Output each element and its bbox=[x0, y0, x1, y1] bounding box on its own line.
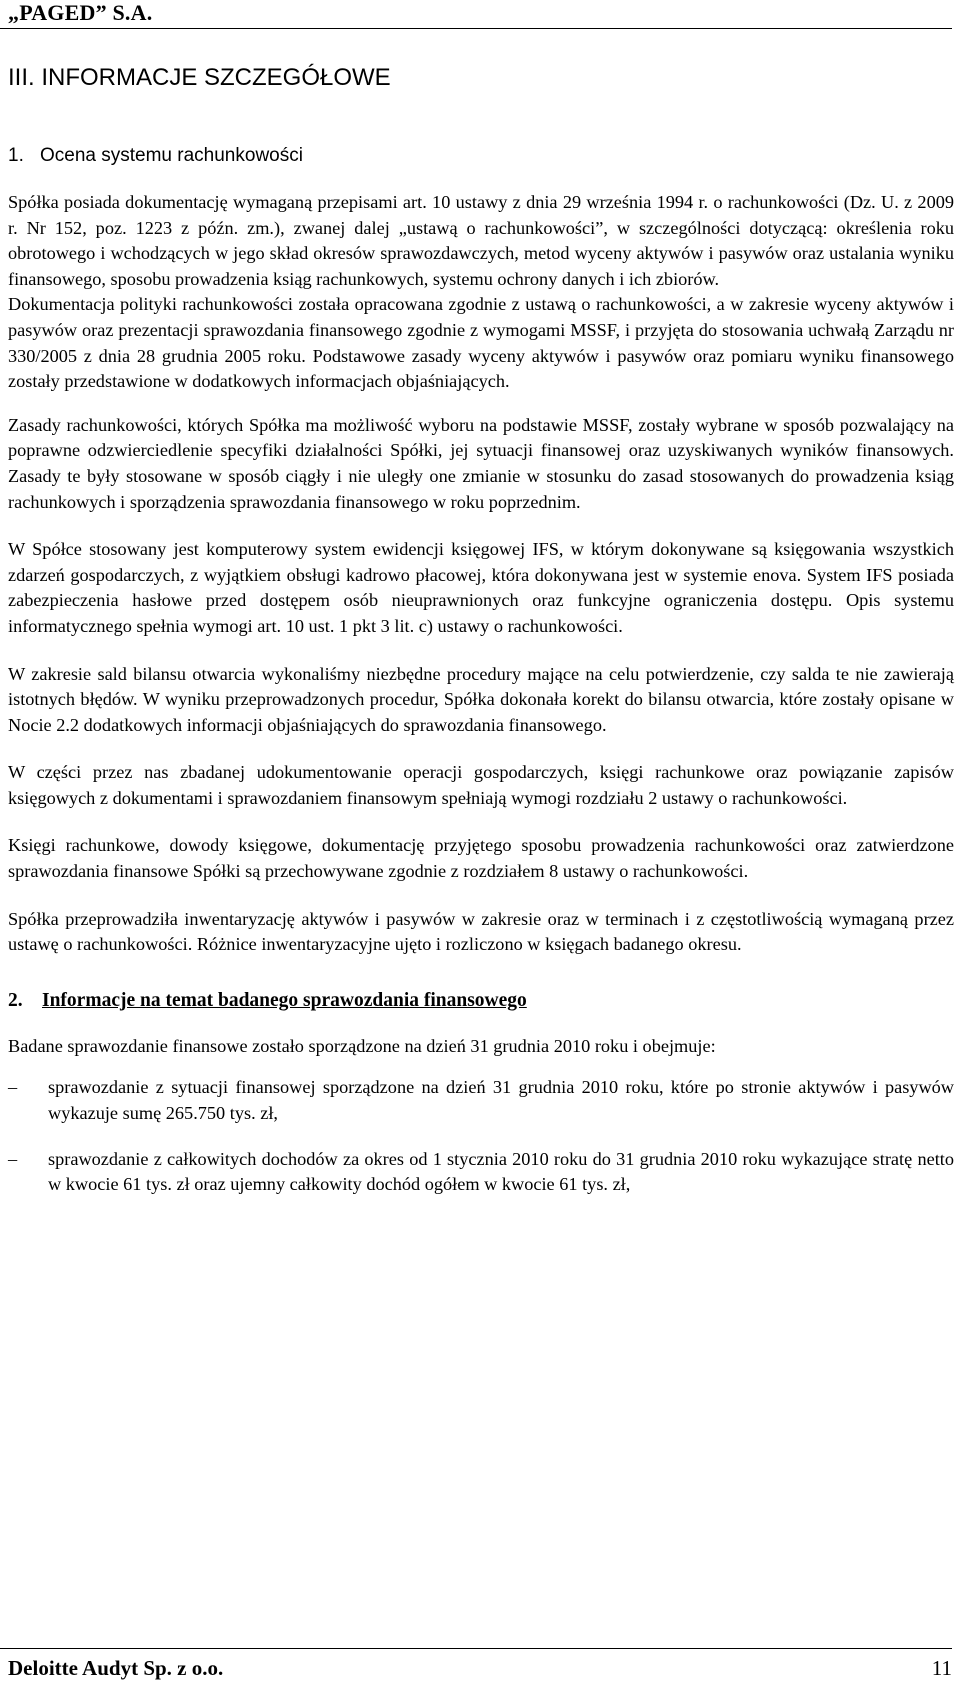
paragraph-block-1 bbox=[8, 190, 954, 395]
section-title: III. INFORMACJE SZCZEGÓŁOWE bbox=[8, 64, 391, 91]
paragraph: Badane sprawozdanie finansowe zostało sporządzone na dzień 31 grudnia 2010 roku i obejmuje: bbox=[8, 1035, 716, 1056]
subsection-heading-1 bbox=[8, 144, 303, 168]
subsection-title: Ocena systemu rachunkowości bbox=[40, 145, 303, 166]
paragraph: W Spółce stosowany jest komputerowy system ewidencji księgowej IFS, w którym dokonywane są księgowania wszystkich zdarzeń gospodarczych, z wyjątkiem obsługi kadrowo płacowej, która dokonywana jest w systemie enova. System IFS posiada zabezpieczenia hasłowe przed dostępem osób nieuprawnionych oraz funkcyjne ograniczenia dostępu. Opis systemu informatycznego spełnia wymogi art. 10 ust. 1 pkt 3 lit. c) ustawy o rachunkowości. bbox=[8, 539, 954, 636]
page-number: 11 bbox=[931, 1656, 952, 1680]
footer-firm-name: Deloitte Audyt Sp. z o.o. bbox=[8, 1656, 224, 1680]
list-item bbox=[8, 1075, 954, 1126]
subsection-number: 2. bbox=[8, 989, 23, 1011]
subsection-heading-2 bbox=[8, 988, 954, 1014]
page-header-company: „PAGED” S.A. bbox=[8, 0, 153, 25]
document-body bbox=[8, 190, 954, 1218]
subsection-title: Informacje na temat badanego sprawozdania finansowego bbox=[42, 989, 527, 1011]
statement-list bbox=[8, 1075, 954, 1197]
footer-divider bbox=[0, 1648, 952, 1649]
paragraph: Zasady rachunkowości, których Spółka ma możliwość wyboru na podstawie MSSF, zostały wybrane w sposób pozwalający na poprawne odzwierciedlenie specyfiki działalności Spółki, jej sytuacji finansowej oraz uzyskiwanych wyników finansowych. Zasady te były stosowane w sposób ciągły i nie uległy one zmianie w stosunku do zasad stosowanych do prowadzenia ksiąg rachunkowych i sporządzenia sprawozdania finansowego w roku poprzednim. bbox=[8, 414, 954, 512]
paragraph: W zakresie sald bilansu otwarcia wykonaliśmy niezbędne procedury mające na celu potwierdzenie, czy salda te nie zawierają istotnych błędów. W wyniku przeprowadzonych procedur, Spółka dokonała korekt do bilansu otwarcia, które zostały opisane w Nocie 2.2 dodatkowych informacji objaśniających do sprawozdania finansowego. bbox=[8, 663, 954, 735]
paragraph: Spółka posiada dokumentację wymaganą przepisami art. 10 ustawy z dnia 29 września 1994 r. o rachunkowości (Dz. U. z 2009 r. Nr 152, poz. 1223 z późn. zm.), zwanej dalej „ustawą o rachunkowości”, w szczególności dotyczącą: określenia roku obrotowego i wchodzących w jego skład okresów sprawozdawczych, metod wyceny aktywów i pasywów oraz ustalania wyniku finansowego, sposobu prowadzenia ksiąg rachunkowych, systemu ochrony danych i ich zbiorów. bbox=[8, 192, 954, 289]
list-dash: – bbox=[8, 1148, 18, 1169]
subsection-number: 1. bbox=[8, 145, 24, 166]
paragraph: Dokumentacja polityki rachunkowości została opracowana zgodnie z ustawą o rachunkowości, a w zakresie wyceny aktywów i pasywów oraz prezentacji sprawozdania finansowego zgodnie z wymogami MSSF, i przyjęta do stosowania uchwałą Zarządu nr 330/2005 z dnia 28 grudnia 2005 roku. Podstawowe zasady wyceny aktywów i pasywów oraz pomiaru wyniku finansowego zostały przedstawione w dodatkowych informacjach objaśniających. bbox=[8, 294, 954, 392]
list-item-text: sprawozdanie z sytuacji finansowej sporządzone na dzień 31 grudnia 2010 roku, które po stronie aktywów i pasywów wykazuje sumę 265.750 tys. zł, bbox=[48, 1077, 954, 1124]
paragraph: W części przez nas zbadanej udokumentowanie operacji gospodarczych, księgi rachunkowe oraz powiązanie zapisów księgowych z dokumentami i sprawozdaniem finansowym spełniają wymogi rozdziału 2 ustawy o rachunkowości. bbox=[8, 762, 954, 808]
list-item-text: sprawozdanie z całkowitych dochodów za okres od 1 stycznia 2010 roku do 31 grudnia 2010 roku wykazujące stratę netto w kwocie 61 tys. zł oraz ujemny całkowity dochód ogółem w kwocie 61 tys. zł, bbox=[48, 1148, 954, 1195]
header-divider bbox=[0, 28, 952, 29]
paragraph: Spółka przeprowadziła inwentaryzację aktywów i pasywów w zakresie oraz w terminach i z częstotliwością wymaganą przez ustawę o rachunkowości. Różnice inwentaryzacyjne ujęto i rozliczono w księgach badanego okresu. bbox=[8, 908, 954, 955]
list-dash: – bbox=[8, 1077, 18, 1098]
list-item bbox=[8, 1147, 954, 1198]
paragraph: Księgi rachunkowe, dowody księgowe, dokumentację przyjętego sposobu prowadzenia rachunkowości oraz zatwierdzone sprawozdania finansowe Spółki są przechowywane zgodnie z rozdziałem 8 ustawy o rachunkowości. bbox=[8, 835, 954, 882]
